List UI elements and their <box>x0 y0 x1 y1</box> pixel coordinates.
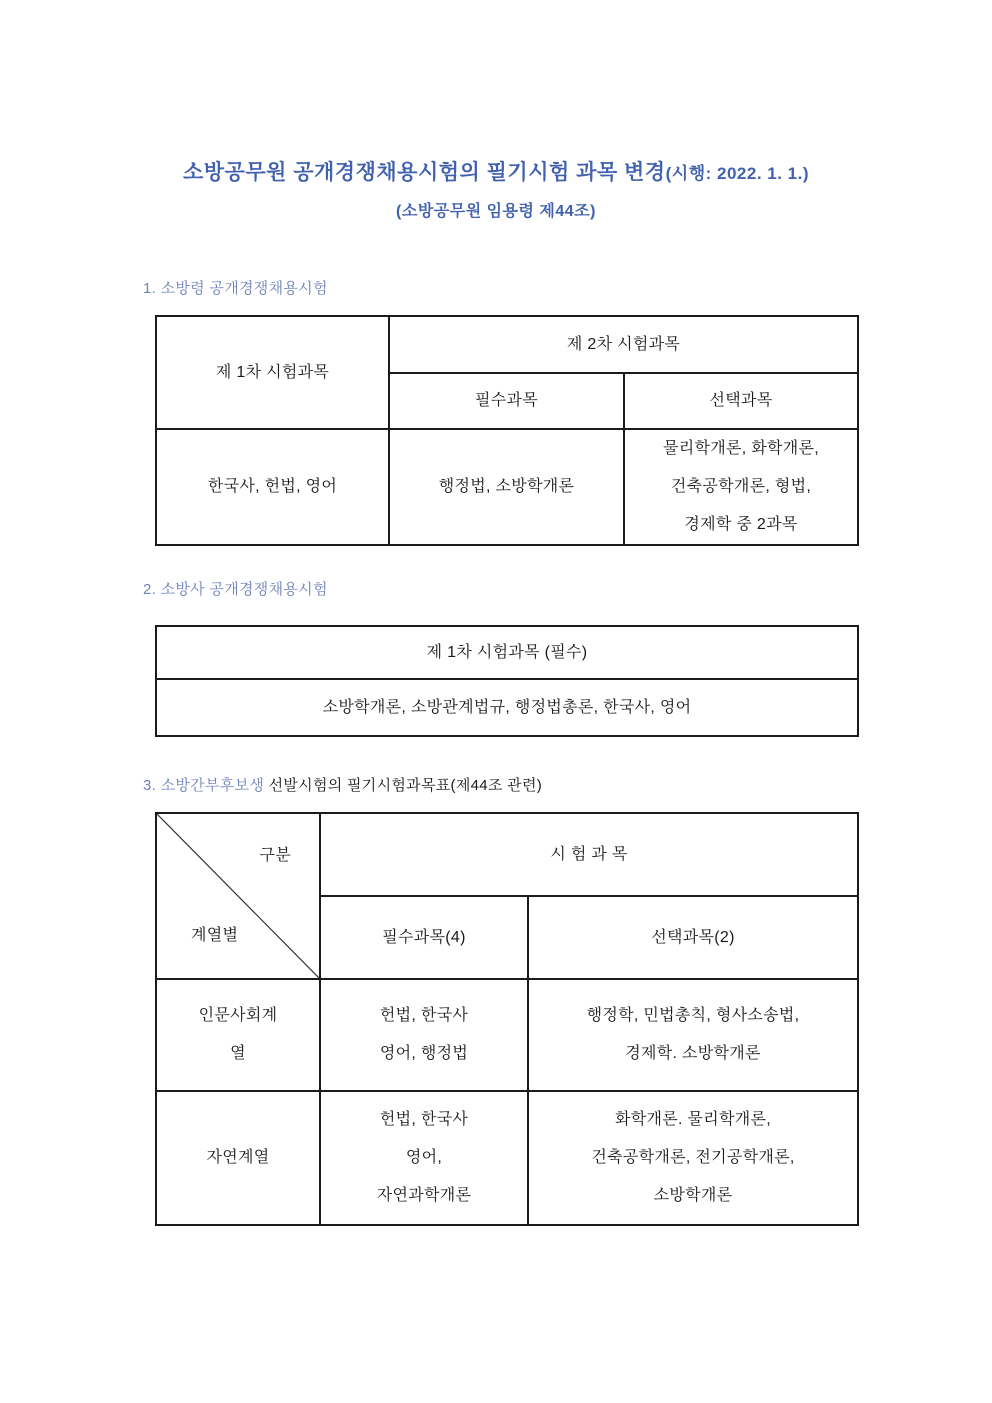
track-line: 열 <box>230 1045 246 1062</box>
diagonal-header-cell <box>156 813 320 979</box>
first-round-subjects-cell: 한국사, 헌법, 영어 <box>156 429 389 545</box>
table-row <box>156 813 858 896</box>
required-subjects-header-cell: 필수과목(4) <box>320 896 528 979</box>
subject-line: 소방학개론 <box>653 1187 733 1204</box>
subject-line: 물리학개론, 화학개론, <box>662 440 820 457</box>
track-line: 자연계열 <box>206 1149 270 1166</box>
document-title: 소방공무원 공개경쟁채용시험의 필기시험 과목 변경 <box>182 161 666 184</box>
elective-subjects-header-cell: 선택과목 <box>624 373 858 429</box>
table-row <box>156 626 858 679</box>
elective-subjects-cell <box>528 1091 858 1225</box>
section-1-label: 1. 소방령 공개경쟁채용시험 <box>143 280 328 297</box>
second-round-header-cell: 제 2차 시험과목 <box>389 316 858 373</box>
subjects-header-cell: 시 험 과 목 <box>320 813 858 896</box>
table-row <box>156 679 858 736</box>
section-3-label-black: 선발시험의 필기시험과목표(제44조 관련) <box>264 777 543 794</box>
track-line: 인문사회계 <box>198 1007 278 1024</box>
exam-table-firefighter <box>155 625 859 737</box>
subject-line: 행정학, 민법총칙, 형사소송법, <box>586 1007 800 1024</box>
subject-line: 영어, <box>405 1149 443 1166</box>
required-subjects-cell <box>320 979 528 1091</box>
elective-subjects-header-cell: 선택과목(2) <box>528 896 858 979</box>
diagonal-divider-line <box>157 814 319 978</box>
track-cell <box>156 1091 320 1225</box>
required-subjects-header-cell: 필수과목 <box>389 373 624 429</box>
section-3-label-blue: 3. 소방간부후보생 <box>143 777 265 794</box>
subjects-cell: 소방학개론, 소방관계법규, 행정법총론, 한국사, 영어 <box>156 679 858 736</box>
elective-subjects-cell <box>528 979 858 1091</box>
first-round-header-cell: 제 1차 시험과목 (필수) <box>156 626 858 679</box>
subject-line: 경제학. 소방학개론 <box>625 1045 761 1062</box>
document-subtitle: (소방공무원 임용령 제44조) <box>396 203 596 220</box>
table-row <box>156 429 858 545</box>
subject-line: 건축공학개론, 형법, <box>670 478 812 495</box>
table-row <box>156 979 858 1091</box>
required-subjects-cell <box>320 1091 528 1225</box>
exam-table-firefighter-chief <box>155 315 859 546</box>
table-row <box>156 316 858 373</box>
track-cell <box>156 979 320 1091</box>
title-block <box>0 158 992 221</box>
diagonal-label-category: 구분 <box>259 847 291 864</box>
section-2-label: 2. 소방사 공개경쟁채용시험 <box>143 581 328 598</box>
subject-line: 영어, 행정법 <box>379 1045 469 1062</box>
required-subjects-cell: 행정법, 소방학개론 <box>389 429 624 545</box>
title-effective-date: (시행: 2022. 1. 1.) <box>665 164 810 183</box>
table-row <box>156 1091 858 1225</box>
subject-line: 헌법, 한국사 <box>379 1111 469 1128</box>
subject-line: 화학개론. 물리학개론, <box>614 1111 772 1128</box>
exam-table-cadet <box>155 812 859 1226</box>
diagonal-label-track: 계열별 <box>191 927 239 944</box>
subject-line: 건축공학개론, 전기공학개론, <box>591 1149 795 1166</box>
document-title-line <box>0 158 992 190</box>
subject-line: 경제학 중 2과목 <box>684 516 798 533</box>
section-3-label <box>143 774 542 795</box>
subject-line: 헌법, 한국사 <box>379 1007 469 1024</box>
subject-line: 자연과학개론 <box>376 1187 472 1204</box>
elective-subjects-cell <box>624 429 858 545</box>
first-round-header-cell: 제 1차 시험과목 <box>156 316 389 429</box>
